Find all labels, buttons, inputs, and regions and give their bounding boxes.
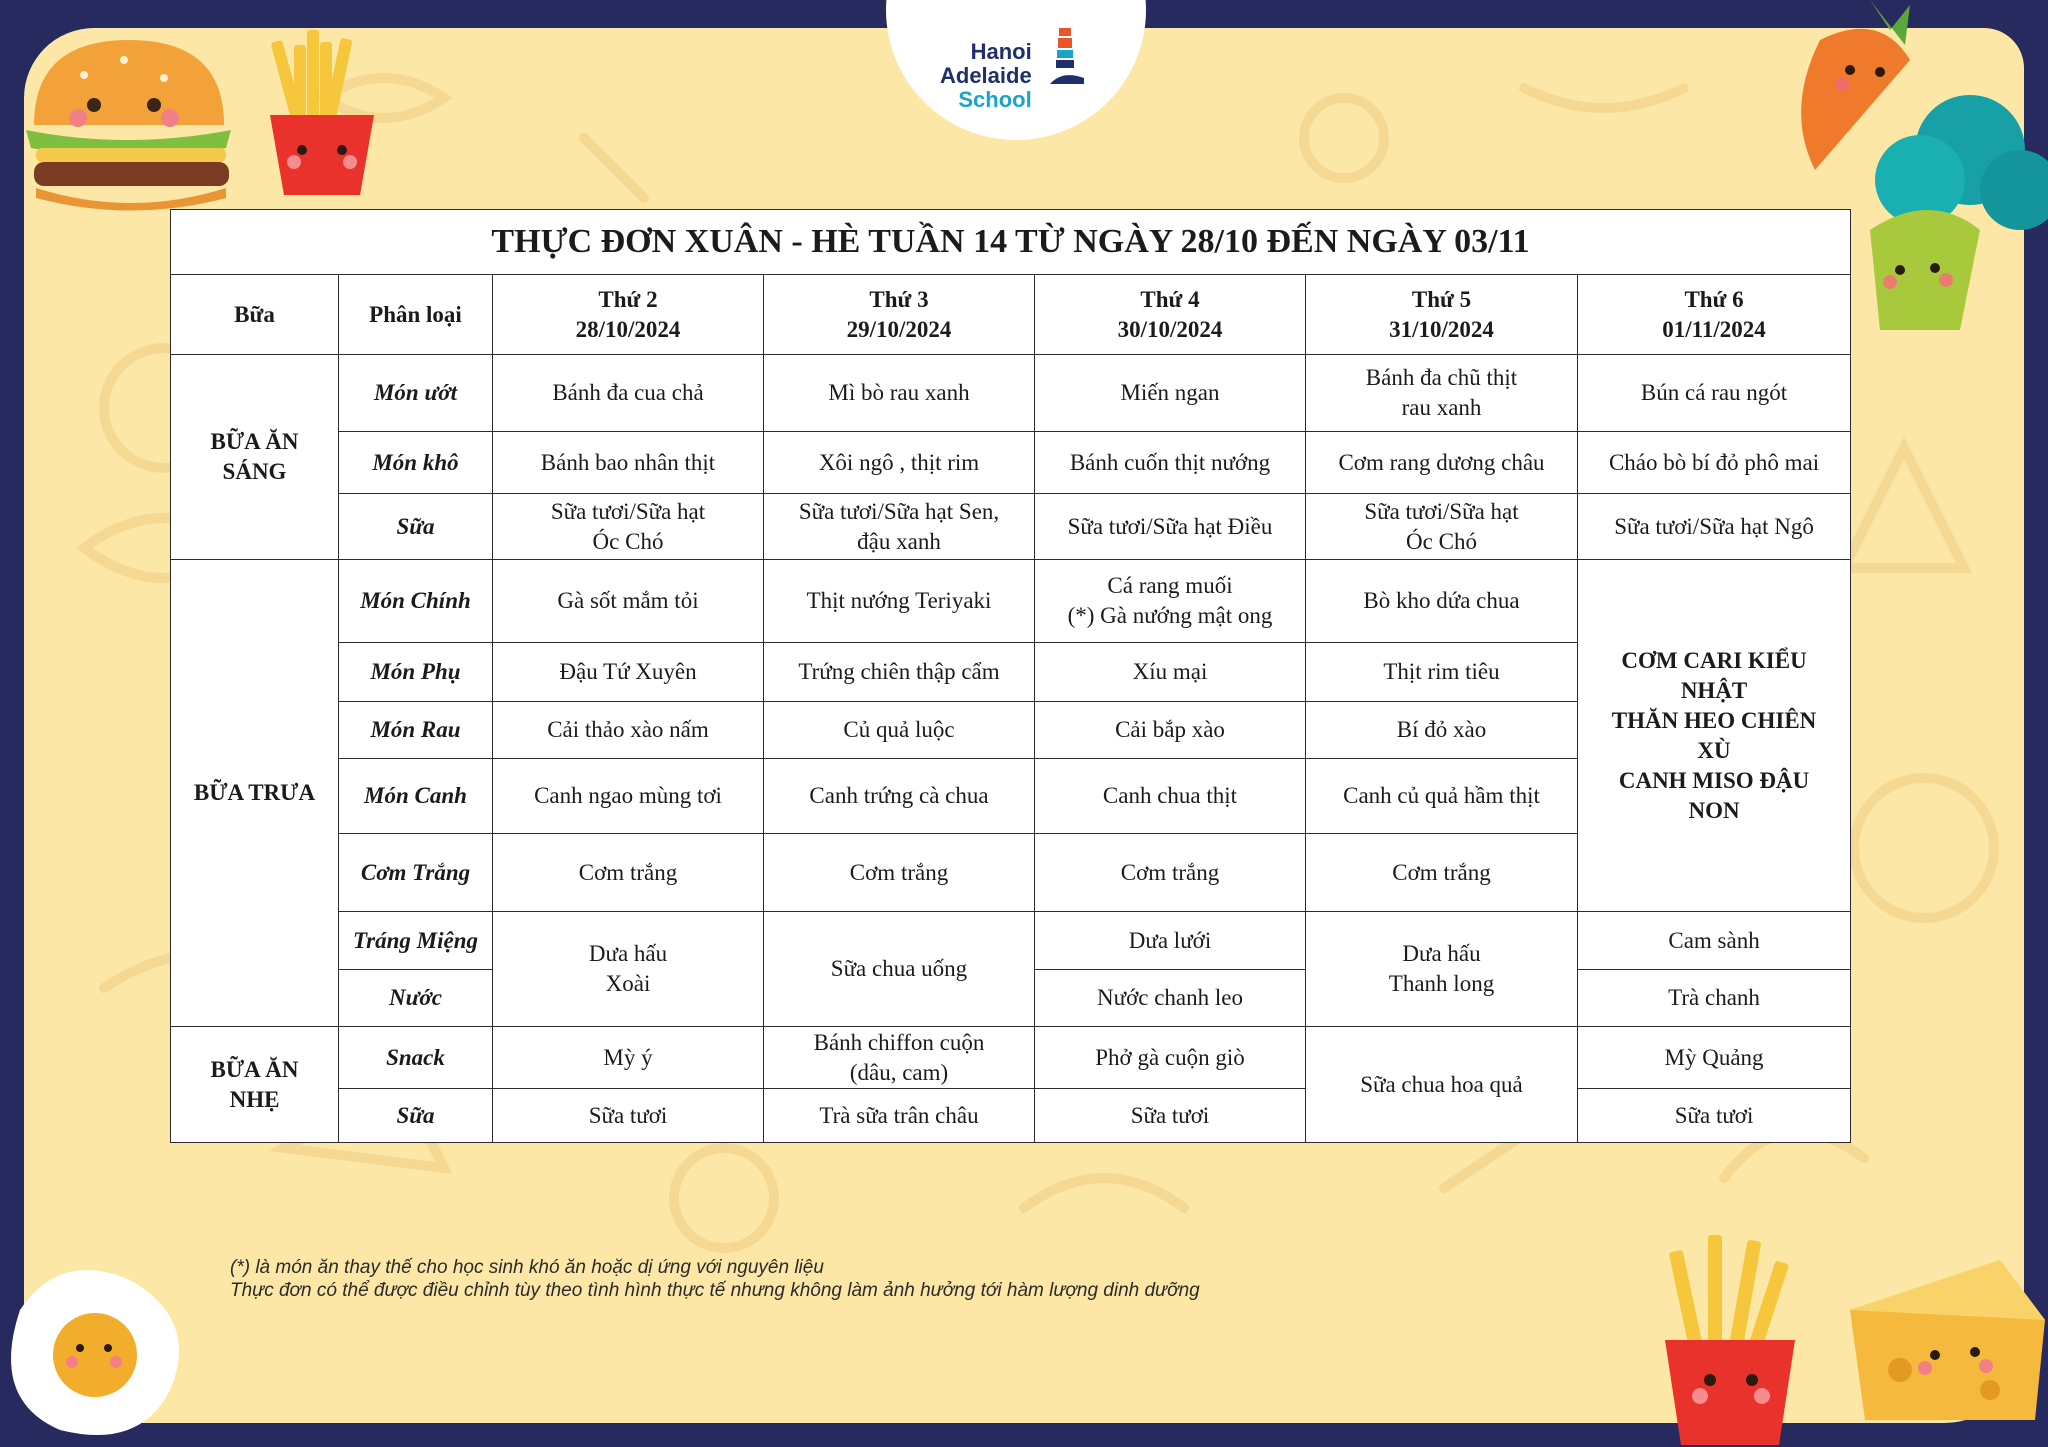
dish-line: Cá rang muối <box>1107 573 1233 598</box>
menu-cell: Sữa tươi <box>493 1089 764 1143</box>
menu-cell: Bí đỏ xào <box>1306 702 1578 759</box>
menu-cell: Cam sành <box>1578 912 1851 970</box>
dish-line: Xoài <box>605 971 651 996</box>
menu-cell: Cháo bò bí đỏ phô mai <box>1578 432 1851 494</box>
category-dessert: Tráng Miệng <box>339 912 493 970</box>
menu-cell: Xôi ngô , thịt rim <box>764 432 1035 494</box>
menu-cell: Trà sữa trân châu <box>764 1089 1035 1143</box>
dish-line: NON <box>1688 797 1740 823</box>
logo-line-2: Adelaide <box>940 63 1032 88</box>
header-category: Phân loại <box>339 275 493 355</box>
menu-cell: Mỳ ý <box>493 1027 764 1089</box>
dish-line: Bánh đa chũ thịt <box>1365 365 1518 390</box>
meal-label: BỮA ĂN <box>210 1056 299 1082</box>
menu-cell: Canh trứng cà chua <box>764 759 1035 834</box>
day-name: Thứ 5 <box>1411 286 1472 312</box>
dish-line: Bánh chiffon cuộn <box>813 1029 985 1055</box>
menu-cell: Thịt nướng Teriyaki <box>764 560 1035 643</box>
dish-line: CƠM CARI KIỂU <box>1621 647 1807 673</box>
header-day-1 <box>493 275 764 355</box>
day-date: 28/10/2024 <box>575 316 681 342</box>
day-name: Thứ 4 <box>1140 286 1200 312</box>
header-day-5 <box>1578 275 1851 355</box>
menu-cell: Sữa tươi <box>1035 1089 1306 1143</box>
logo-line-3: School <box>958 87 1032 112</box>
dish-line: NHẬT <box>1680 677 1748 703</box>
category-snack: Snack <box>339 1027 493 1089</box>
fries-icon <box>1660 1230 1800 1447</box>
day-date: 29/10/2024 <box>846 316 952 342</box>
menu-cell <box>493 912 764 1027</box>
menu-cell: Sữa tươi/Sữa hạt Điều <box>1035 494 1306 560</box>
day-name: Thứ 6 <box>1684 286 1744 312</box>
category-white-rice: Cơm Trắng <box>339 834 493 912</box>
category-drink: Nước <box>339 970 493 1027</box>
footnotes <box>230 1256 1200 1302</box>
dish-line: Sữa tươi/Sữa hạt Sen, <box>798 498 1000 524</box>
menu-cell: Cơm trắng <box>1306 834 1578 912</box>
dish-line: Dưa hấu <box>1402 941 1481 966</box>
menu-cell: Canh chua thịt <box>1035 759 1306 834</box>
meal-label: SÁNG <box>222 459 287 484</box>
menu-cell: Sữa chua uống <box>764 912 1035 1027</box>
menu-cell: Cơm trắng <box>764 834 1035 912</box>
menu-cell <box>764 1027 1035 1089</box>
meal-light <box>171 1027 339 1143</box>
menu-cell: Bánh đa cua chả <box>493 355 764 432</box>
header-meal: Bữa <box>171 275 339 355</box>
menu-cell <box>493 494 764 560</box>
menu-cell: Đậu Tứ Xuyên <box>493 643 764 702</box>
menu-cell: Sữa chua hoa quả <box>1306 1027 1578 1143</box>
weekly-menu-table <box>170 209 1851 1143</box>
header-day-2 <box>764 275 1035 355</box>
dish-line: THĂN HEO CHIÊN <box>1611 707 1817 733</box>
menu-title: THỰC ĐƠN XUÂN - HÈ TUẦN 14 TỪ NGÀY 28/10 ĐẾN NGÀY 03/11 <box>171 210 1851 275</box>
menu-cell <box>764 494 1035 560</box>
dish-line: Sữa tươi/Sữa hạt <box>1364 498 1519 524</box>
meal-label: NHẸ <box>229 1086 280 1112</box>
menu-cell: Phở gà cuộn giò <box>1035 1027 1306 1089</box>
menu-cell: Cải bắp xào <box>1035 702 1306 759</box>
menu-cell: Củ quả luộc <box>764 702 1035 759</box>
category-main-dish: Món Chính <box>339 560 493 643</box>
dish-line: (*) Gà nướng mật ong <box>1067 603 1273 628</box>
burger-icon <box>14 30 234 220</box>
category-vegetable: Món Rau <box>339 702 493 759</box>
dish-line: Thanh long <box>1388 971 1495 996</box>
category-wet-dish: Món ướt <box>339 355 493 432</box>
dish-line: XÙ <box>1697 737 1731 763</box>
day-date: 30/10/2024 <box>1117 316 1223 342</box>
dish-line: Óc Chó <box>1406 528 1477 554</box>
menu-cell <box>1306 912 1578 1027</box>
day-name: Thứ 3 <box>869 286 929 312</box>
category-dry-dish: Món khô <box>339 432 493 494</box>
day-name: Thứ 2 <box>598 286 658 312</box>
dish-line: (dâu, cam) <box>849 1059 949 1085</box>
cheese-icon <box>1840 1240 2048 1430</box>
dish-line: rau xanh <box>1401 395 1482 420</box>
menu-cell: Nước chanh leo <box>1035 970 1306 1027</box>
header-day-4 <box>1306 275 1578 355</box>
menu-cell: Sữa tươi <box>1578 1089 1851 1143</box>
menu-cell: Bún cá rau ngót <box>1578 355 1851 432</box>
lighthouse-icon <box>1050 24 1084 94</box>
menu-cell: Dưa lưới <box>1035 912 1306 970</box>
menu-cell: Sữa tươi/Sữa hạt Ngô <box>1578 494 1851 560</box>
menu-cell: Cơm rang dương châu <box>1306 432 1578 494</box>
menu-cell: Bò kho dứa chua <box>1306 560 1578 643</box>
header-day-3 <box>1035 275 1306 355</box>
dish-line: đậu xanh <box>857 528 941 554</box>
menu-cell: Xíu mại <box>1035 643 1306 702</box>
meal-lunch: BỮA TRƯA <box>171 560 339 1027</box>
menu-cell: Cơm trắng <box>1035 834 1306 912</box>
menu-cell: Canh ngao mùng tơi <box>493 759 764 834</box>
menu-cell: Thịt rim tiêu <box>1306 643 1578 702</box>
day-date: 01/11/2024 <box>1662 316 1766 342</box>
category-side-dish: Món Phụ <box>339 643 493 702</box>
day-date: 31/10/2024 <box>1389 316 1494 342</box>
meal-label: BỮA ĂN <box>210 429 299 454</box>
logo-line-1: Hanoi <box>970 39 1032 64</box>
fries-icon <box>262 30 382 200</box>
category-milk: Sữa <box>339 494 493 560</box>
menu-cell: Gà sốt mắm tỏi <box>493 560 764 643</box>
menu-cell: Cơm trắng <box>493 834 764 912</box>
menu-cell: Canh củ quả hầm thịt <box>1306 759 1578 834</box>
school-logo <box>940 40 1032 112</box>
footnote-2: Thực đơn có thể được điều chỉnh tùy theo tình hình thực tế nhưng không làm ảnh hưởng tới hàm lượng dinh dưỡng <box>230 1280 1200 1301</box>
menu-cell: Trứng chiên thập cẩm <box>764 643 1035 702</box>
menu-cell <box>1306 355 1578 432</box>
menu-cell: Miến ngan <box>1035 355 1306 432</box>
broccoli-icon <box>1850 90 2048 340</box>
dish-line: Dưa hấu <box>588 941 668 966</box>
menu-cell: Trà chanh <box>1578 970 1851 1027</box>
dish-line: Óc Chó <box>592 528 664 554</box>
egg-icon <box>0 1250 200 1447</box>
footnote-1: (*) là món ăn thay thế cho học sinh khó ăn hoặc dị ứng với nguyên liệu <box>230 1257 824 1278</box>
menu-cell: Bánh bao nhân thịt <box>493 432 764 494</box>
menu-cell: Mỳ Quảng <box>1578 1027 1851 1089</box>
category-milk: Sữa <box>339 1089 493 1143</box>
meal-breakfast <box>171 355 339 560</box>
category-soup: Món Canh <box>339 759 493 834</box>
menu-cell: Mì bò rau xanh <box>764 355 1035 432</box>
dish-line: CANH MISO ĐẬU <box>1618 767 1810 793</box>
friday-lunch-special <box>1578 560 1851 912</box>
menu-cell <box>1306 494 1578 560</box>
dish-line: Sữa tươi/Sữa hạt <box>550 498 706 524</box>
menu-cell: Bánh cuốn thịt nướng <box>1035 432 1306 494</box>
menu-cell <box>1035 560 1306 643</box>
menu-cell: Cải thảo xào nấm <box>493 702 764 759</box>
